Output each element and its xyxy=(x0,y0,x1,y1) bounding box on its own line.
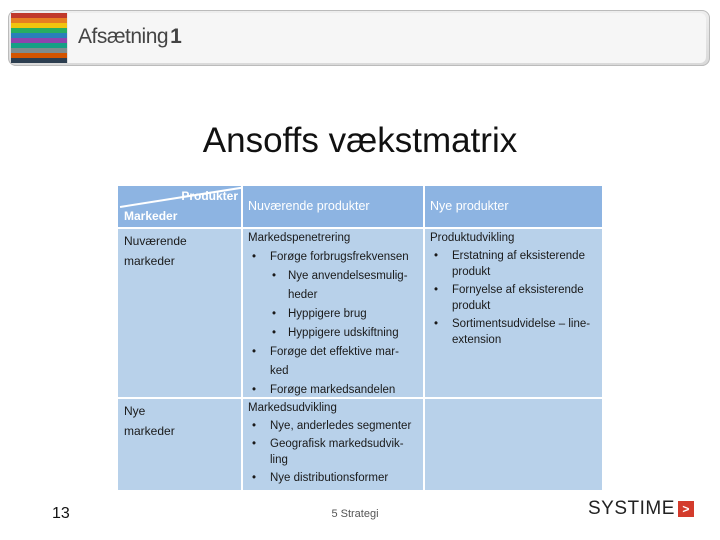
page-number: 13 xyxy=(52,505,70,522)
slide-title: Ansoffs vækstmatrix xyxy=(202,121,518,160)
book-stripes-logo xyxy=(11,13,67,63)
grid-line xyxy=(241,186,243,490)
list-item: • Geografisk markedsudvik- ling xyxy=(248,436,418,468)
cell-market-penetration xyxy=(242,228,424,402)
cell-product-development xyxy=(424,228,602,352)
row-header-current-markets xyxy=(118,228,242,274)
book-title xyxy=(78,25,181,49)
corner-markets-label: Markeder xyxy=(124,209,178,223)
cell-market-development xyxy=(242,398,424,490)
list-item: • Forøge markedsandelen xyxy=(248,381,418,400)
row-header-new-markets xyxy=(118,398,242,444)
product-dev-title: Produktudvikling xyxy=(430,232,515,244)
list-item: • Forøge det effektive mar- ked xyxy=(248,343,418,381)
logo-text: SYSTIME xyxy=(588,498,675,519)
chapter-label: 5 Strategi xyxy=(331,508,379,520)
row-label-line2: markeder xyxy=(124,424,175,438)
list-item: • Hyppigere udskiftning xyxy=(248,324,418,343)
book-title-text: Afsætning xyxy=(78,25,169,48)
list-item: • Nye distributionsformer xyxy=(248,470,418,486)
logo-arrow-icon: > xyxy=(678,501,694,517)
list-item: • Nye anvendelsesmulig- heder xyxy=(248,267,418,305)
row-label-line2: markeder xyxy=(124,254,175,268)
book-number: 1 xyxy=(170,25,182,48)
row-label-line1: Nuværende xyxy=(124,234,187,248)
col-header-current-products: Nuværende produkter xyxy=(242,186,424,228)
list-item: • Erstatning af eksisterende produkt xyxy=(430,248,596,280)
grid-line xyxy=(118,397,602,399)
grid-line xyxy=(118,227,602,229)
row-label-line1: Nye xyxy=(124,404,146,418)
logo-stripe xyxy=(11,58,67,63)
col-header-new-products: Nye produkter xyxy=(424,186,602,228)
market-dev-title: Markedsudvikling xyxy=(248,402,337,414)
list-item: • Fornyelse af eksisterende produkt xyxy=(430,282,596,314)
grid-line xyxy=(423,186,425,490)
list-item: • Sortimentsudvidelse – line- extension xyxy=(430,316,596,348)
systime-logo xyxy=(588,499,694,519)
corner-products-label: Produkter xyxy=(181,189,238,203)
ansoff-matrix xyxy=(118,186,602,490)
list-item: • Hyppigere brug xyxy=(248,305,418,324)
list-item: • Nye, anderledes segmenter xyxy=(248,418,418,434)
matrix-corner-cell xyxy=(118,186,242,228)
penetration-title: Markedspenetrering xyxy=(248,232,351,244)
list-item: • Forøge forbrugsfrekvensen xyxy=(248,248,418,267)
